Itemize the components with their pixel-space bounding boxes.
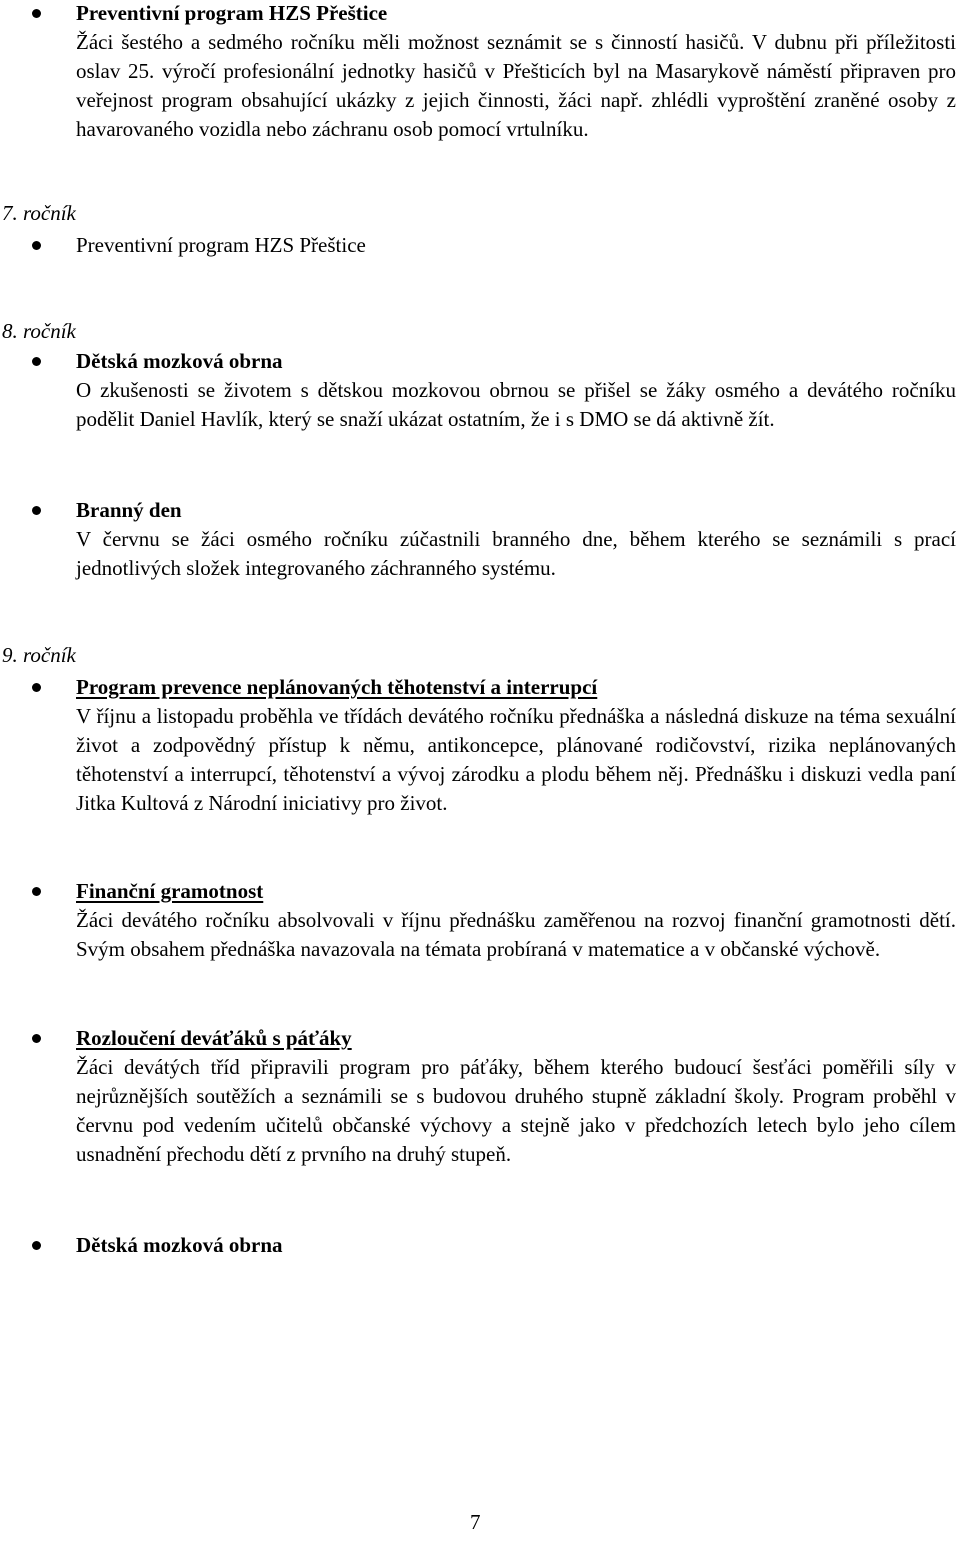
- section-heading-grade8: 8. ročník: [2, 319, 76, 343]
- item-title: Program prevence neplánovaných těhotenství a interrupcí: [76, 675, 598, 699]
- item-title: Preventivní program HZS Přeštice: [76, 233, 366, 257]
- bullet-icon: [32, 241, 41, 250]
- list-item: [76, 231, 956, 260]
- item-text: Žáci devátých tříd připravili program pro páťáky, během kterého budoucí šesťáci poměřili síly v nejrůznějších soutěžích a seznámili se s budovou druhého stupně základní školy. Program proběhl v červnu pod vedením učitelů občanské výchovy a stejně jako v předchozích letech bylo jeho cílem usnadnění přechodu dětí z prvního na druhý stupeň.: [76, 1055, 956, 1166]
- item-title: Dětská mozková obrna: [76, 349, 283, 373]
- page-number: 7: [470, 1510, 481, 1534]
- bullet-icon: [32, 887, 41, 896]
- list-item: [76, 0, 956, 144]
- bullet-icon: [32, 1034, 41, 1043]
- item-title: Dětská mozková obrna: [76, 1233, 283, 1257]
- list-item: [76, 347, 956, 434]
- item-text: Žáci šestého a sedmého ročníku měli možnost seznámit se s činností hasičů. V dubnu při příležitosti oslav 25. výročí profesionální jednotky hasičů v Přešticích byl na Masarykově náměstí připraven pro veřejnost program obsahující ukázky z jejich činnosti, žáci např. zhlédli vyproštění zraněné osoby z havarovaného vozidla nebo záchranu osob pomocí vrtulníku.: [76, 30, 956, 141]
- item-title: Branný den: [76, 498, 182, 522]
- item-title: Rozloučení deváťáků s páťáky: [76, 1026, 352, 1050]
- item-text: V červnu se žáci osmého ročníku zúčastnili branného dne, během kterého se seznámili s prací jednotlivých složek integrovaného záchranného systému.: [76, 527, 956, 580]
- item-text: Žáci devátého ročníku absolvovali v říjnu přednášku zaměřenou na rozvoj finanční gramotnosti dětí. Svým obsahem přednáška navazovala na témata probíraná v matematice a v občanské výchově.: [76, 908, 956, 961]
- bullet-icon: [32, 506, 41, 515]
- item-text: V říjnu a listopadu proběhla ve třídách devátého ročníku přednáška a následná diskuze na téma sexuální život a zodpovědný přístup k němu, antikoncepce, plánované rodičovství, rizika neplánovaných těhotenství a interrupcí, těhotenství a vývoj zárodku a plodu během něj. Přednášku i diskuzi vedla paní Jitka Kultová z Národní iniciativy pro život.: [76, 704, 956, 815]
- bullet-icon: [32, 683, 41, 692]
- list-item: [76, 1231, 956, 1260]
- section-heading-grade9: 9. ročník: [2, 643, 76, 667]
- bullet-icon: [32, 9, 41, 18]
- bullet-icon: [32, 357, 41, 366]
- item-title: Preventivní program HZS Přeštice: [76, 1, 388, 25]
- list-item: [76, 496, 956, 583]
- list-item: [76, 877, 956, 964]
- bullet-icon: [32, 1241, 41, 1250]
- list-item: [76, 1024, 956, 1169]
- list-item: [76, 673, 956, 818]
- section-heading-grade7: 7. ročník: [2, 201, 76, 225]
- item-text: O zkušenosti se životem s dětskou mozkovou obrnou se přišel se žáky osmého a devátého ročníku podělit Daniel Havlík, který se snaží ukázat ostatním, že i s DMO se dá aktivně žít.: [76, 378, 956, 431]
- item-title: Finanční gramotnost: [76, 879, 264, 903]
